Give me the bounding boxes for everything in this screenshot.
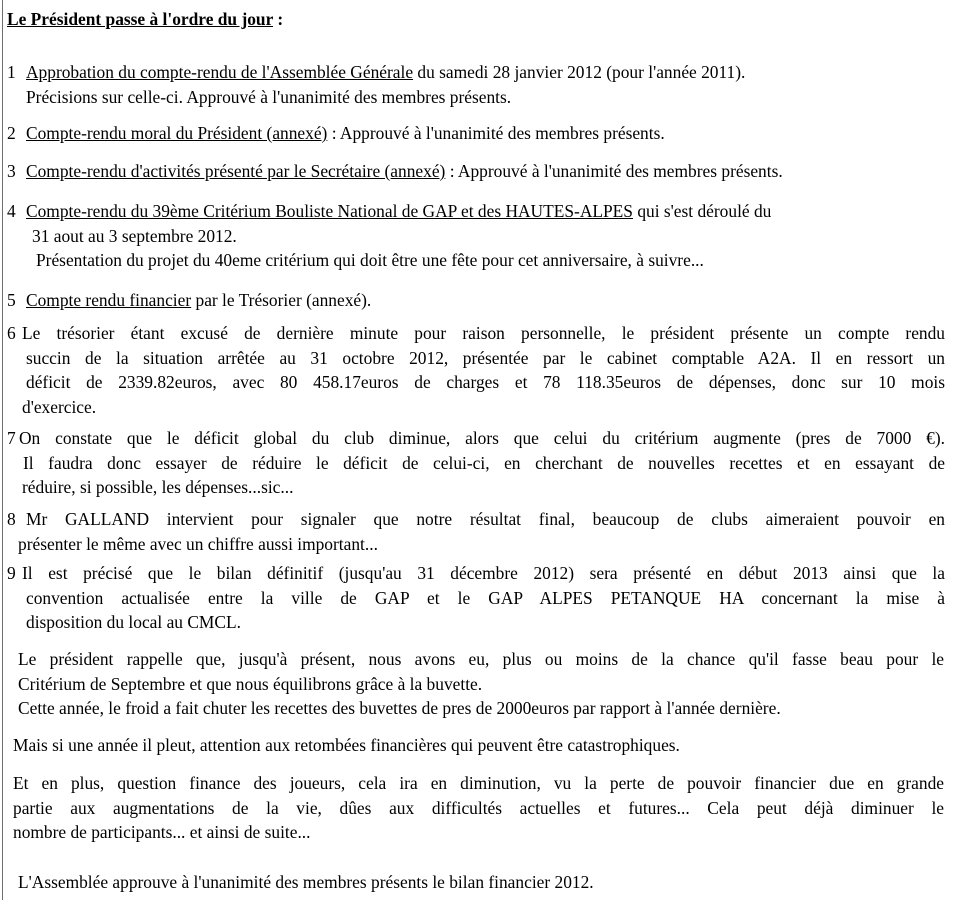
item-line: présenter le même avec un chiffre aussi important... <box>18 533 378 554</box>
item-heading: Compte-rendu d'activités présenté par le Secrétaire (annexé) <box>26 161 446 181</box>
item-line: succin de la situation arrêtée au 31 octobre 2012, présentée par le cabinet comptable A2A. Il en ressort un <box>26 347 945 368</box>
title-suffix: : <box>273 9 284 29</box>
item-heading-rest: : Approuvé à l'unanimité des membres présents. <box>327 123 665 143</box>
item-line <box>26 199 945 224</box>
item-line: convention actualisée entre la ville de GAP et le GAP ALPES PETANQUE HA concernant la mise à <box>26 587 945 608</box>
paragraph-line: Le président rappelle que, jusqu'à présent, nous avons eu, plus ou moins de la chance qu'il fasse beau pour le <box>18 649 944 669</box>
left-margin-rule <box>2 0 3 900</box>
paragraph-line: Mais si une année il pleut, attention aux retombées financières qui peuvent être catastrophiques. <box>13 735 680 755</box>
item-number: 8 <box>7 509 16 529</box>
item-line <box>26 121 945 146</box>
agenda-item-1 <box>7 60 945 109</box>
agenda-item-3 <box>7 159 945 184</box>
agenda-item-7 <box>7 426 945 500</box>
item-line: d'exercice. <box>22 396 97 417</box>
item-heading-rest: : Approuvé à l'unanimité des membres présents. <box>445 161 783 181</box>
item-line: déficit de 2339.82euros, avec 80 458.17euros de charges et 78 118.35euros de dépenses, donc sur 10 mois <box>26 372 945 392</box>
item-heading-rest: qui s'est déroulé du <box>632 201 772 221</box>
item-number: 5 <box>7 290 16 310</box>
paragraph-line: Cette année, le froid a fait chuter les recettes des buvettes de pres de 2000euros par rapport à l'année dernière. <box>18 698 781 718</box>
item-number: 2 <box>7 123 16 143</box>
paragraph-finance <box>13 771 944 845</box>
title-text: Le Président passe à l'ordre du jour <box>7 9 274 29</box>
item-line: Mr GALLAND intervient pour signaler que notre résultat final, beaucoup de clubs aimeraient pouvoir en <box>26 509 945 529</box>
item-heading-rest: du samedi 28 janvier 2012 (pour l'année 2011). <box>413 62 746 82</box>
item-line <box>26 60 945 85</box>
agenda-item-2 <box>7 121 945 146</box>
item-heading: Compte-rendu moral du Président (annexé) <box>26 123 328 143</box>
item-line <box>26 159 945 184</box>
item-number: 9 <box>7 563 16 583</box>
item-line: disposition du local au CMCL. <box>26 612 241 632</box>
paragraph-line: Et en plus, question finance des joueurs, cela ira en diminution, vu la perte de pouvoir financier due en grande <box>13 773 944 793</box>
agenda-item-5 <box>7 288 945 313</box>
paragraph-line: nombre de participants... et ainsi de suite... <box>13 822 311 842</box>
item-line: Présentation du projet du 40eme critérium qui doit être une fête pour cet anniversaire, à suivre... <box>36 250 704 270</box>
paragraph-line: L'Assemblée approuve à l'unanimité des membres présents le bilan financier 2012. <box>18 872 594 892</box>
item-line: Il faudra donc essayer de réduire le déficit de celui-ci, en cherchant de nouvelles recettes et en essayant de <box>23 452 945 473</box>
paragraph-approbation <box>18 870 944 895</box>
agenda-item-6 <box>7 321 945 419</box>
item-line: réduire, si possible, les dépenses...sic... <box>22 477 294 497</box>
agenda-item-9 <box>7 561 945 635</box>
paragraph-line: partie aux augmentations de la vie, dûes aux difficultés actuelles et futures... Cela peut déjà diminuer le <box>13 797 944 818</box>
item-line: Le trésorier étant excusé de dernière minute pour raison personnelle, le président présente un compte rendu <box>22 323 945 343</box>
item-number: 7 <box>7 428 16 448</box>
item-line: 31 aout au 3 septembre 2012. <box>32 225 237 246</box>
paragraph-line: Critérium de Septembre et que nous équilibrons grâce à la buvette. <box>18 673 483 694</box>
page-title <box>7 7 283 32</box>
item-line: On constate que le déficit global du club diminue, alors que celui du critérium augmente (pres de 7000 €). <box>19 428 945 448</box>
item-line: Il est précisé que le bilan définitif (jusqu'au 31 décembre 2012) sera présenté en début 2013 ainsi que la <box>22 563 945 583</box>
agenda-item-4 <box>7 199 945 273</box>
item-number: 6 <box>7 323 16 343</box>
item-line <box>26 288 945 313</box>
paragraph-buvette <box>18 647 944 721</box>
item-number: 3 <box>7 161 16 181</box>
item-heading: Approbation du compte-rendu de l'Assemblée Générale <box>26 62 414 82</box>
item-heading: Compte rendu financier <box>26 290 192 310</box>
item-number: 1 <box>7 62 16 82</box>
item-heading: Compte-rendu du 39ème Critérium Bouliste National de GAP et des HAUTES-ALPES <box>26 201 633 221</box>
item-number: 4 <box>7 201 16 221</box>
paragraph-pluie <box>13 733 939 758</box>
agenda-item-8 <box>7 507 945 556</box>
item-line: Précisions sur celle-ci. Approuvé à l'unanimité des membres présents. <box>26 86 512 107</box>
item-heading-rest: par le Trésorier (annexé). <box>191 290 372 310</box>
